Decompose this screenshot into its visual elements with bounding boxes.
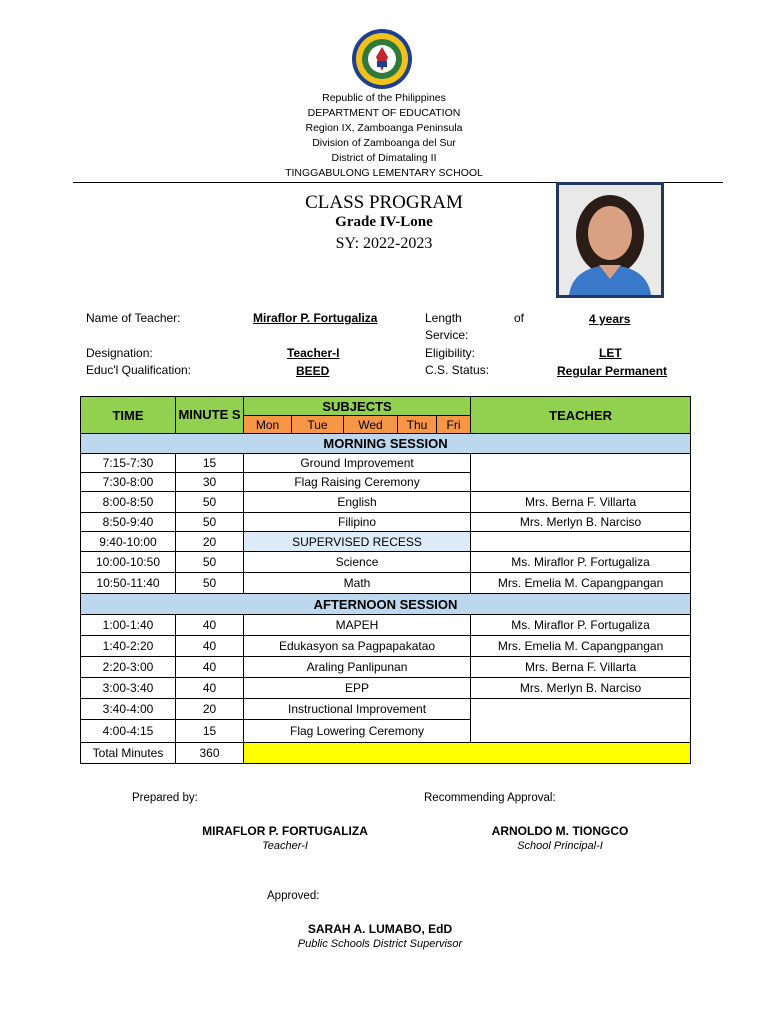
time-cell: 9:40-10:00: [81, 532, 176, 552]
teacher-cell: [471, 699, 691, 743]
table-row: [81, 615, 691, 636]
header-line-district: District of Dimataling II: [331, 152, 437, 164]
approved-label: Approved:: [267, 890, 320, 902]
subject-cell: English: [244, 492, 471, 513]
subject-cell: Edukasyon sa Pagpapakatao: [244, 636, 471, 657]
header-minutes: MINUTE S: [176, 397, 244, 434]
total-highlight: [244, 743, 691, 764]
cs-status-label: C.S. Status:: [425, 363, 490, 377]
time-cell: 10:00-10:50: [81, 552, 176, 573]
minutes-cell: 40: [176, 636, 244, 657]
subject-cell: Ground Improvement: [244, 454, 471, 473]
header-teacher: TEACHER: [471, 397, 691, 434]
subject-cell: Filipino: [244, 513, 471, 532]
subject-cell: MAPEH: [244, 615, 471, 636]
designation-label: Designation:: [86, 346, 153, 360]
subject-cell: Science: [244, 552, 471, 573]
minutes-cell: 50: [176, 492, 244, 513]
minutes-cell: 30: [176, 473, 244, 492]
teacher-name-value: Miraflor P. Fortugaliza: [253, 311, 378, 325]
recommending-label: Recommending Approval:: [424, 792, 556, 804]
time-cell: 7:15-7:30: [81, 454, 176, 473]
subject-cell: Math: [244, 573, 471, 594]
time-cell: 1:40-2:20: [81, 636, 176, 657]
morning-session-header: MORNING SESSION: [81, 434, 691, 454]
header-line-region: Region IX, Zamboanga Peninsula: [305, 122, 463, 134]
time-cell: 8:00-8:50: [81, 492, 176, 513]
time-cell: 3:00-3:40: [81, 678, 176, 699]
header-time: TIME: [81, 397, 176, 434]
deped-seal-icon: [351, 28, 413, 90]
designation-value: Teacher-I: [287, 346, 340, 360]
afternoon-session-header: AFTERNOON SESSION: [81, 594, 691, 615]
minutes-cell: 40: [176, 678, 244, 699]
teacher-cell: Mrs. Emelia M. Capangpangan: [471, 636, 691, 657]
minutes-cell: 50: [176, 513, 244, 532]
prepared-by-label: Prepared by:: [132, 792, 198, 804]
length-of-service-label-2: Service:: [425, 328, 469, 342]
time-cell: 8:50-9:40: [81, 513, 176, 532]
minutes-cell: 50: [176, 573, 244, 594]
length-of-service-label: Length: [425, 311, 462, 325]
time-cell: 7:30-8:00: [81, 473, 176, 492]
eligibility-value: LET: [599, 346, 622, 360]
table-row: [81, 552, 691, 573]
cs-status-value: Regular Permanent: [557, 364, 668, 378]
teacher-cell: Ms. Miraflor P. Fortugaliza: [471, 615, 691, 636]
header-line-school: TINGGABULONG LEMENTARY SCHOOL: [285, 167, 483, 179]
subject-cell: EPP: [244, 678, 471, 699]
time-cell: 3:40-4:00: [81, 699, 176, 720]
teacher-cell: Mrs. Berna F. Villarta: [471, 657, 691, 678]
header-line-deped: DEPARTMENT OF EDUCATION: [307, 107, 461, 119]
header-line-republic: Republic of the Philippines: [322, 92, 446, 104]
day-mon: Mon: [244, 416, 292, 434]
length-of-service-label-of: of: [514, 311, 525, 325]
day-tue: Tue: [292, 416, 344, 434]
teacher-photo: [556, 182, 664, 298]
minutes-cell: 40: [176, 615, 244, 636]
teacher-name-label: Name of Teacher:: [86, 311, 181, 325]
recommending-title: School Principal-I: [517, 840, 603, 852]
day-wed: Wed: [344, 416, 398, 434]
table-row: [81, 678, 691, 699]
minutes-cell: 20: [176, 699, 244, 720]
subject-cell: Araling Panlipunan: [244, 657, 471, 678]
educ-qualification-label: Educ'l Qualification:: [86, 363, 192, 377]
total-minutes-value: 360: [176, 743, 244, 764]
table-row: [81, 573, 691, 594]
header-line-division: Division of Zamboanga del Sur: [312, 137, 456, 149]
class-program-table: [80, 396, 691, 764]
minutes-cell: 15: [176, 454, 244, 473]
prepared-by-name: MIRAFLOR P. FORTUGALIZA: [202, 824, 368, 838]
minutes-cell: 15: [176, 720, 244, 743]
table-row: [81, 454, 691, 473]
teacher-cell: [471, 532, 691, 552]
length-of-service-value: 4 years: [589, 312, 631, 326]
table-row: [81, 699, 691, 720]
time-cell: 2:20-3:00: [81, 657, 176, 678]
minutes-cell: 40: [176, 657, 244, 678]
teacher-cell: Mrs. Merlyn B. Narciso: [471, 513, 691, 532]
teacher-cell: Mrs. Berna F. Villarta: [471, 492, 691, 513]
teacher-cell: Mrs. Merlyn B. Narciso: [471, 678, 691, 699]
header-subjects: SUBJECTS: [244, 397, 471, 416]
table-row: [81, 636, 691, 657]
grade-title: Grade IV-Lone: [335, 214, 433, 230]
approved-name: SARAH A. LUMABO, EdD: [307, 922, 453, 936]
page-title: CLASS PROGRAM: [305, 192, 463, 213]
teacher-cell: Mrs. Emelia M. Capangpangan: [471, 573, 691, 594]
time-cell: 10:50-11:40: [81, 573, 176, 594]
subject-cell: Flag Raising Ceremony: [244, 473, 471, 492]
teacher-cell: Ms. Miraflor P. Fortugaliza: [471, 552, 691, 573]
subject-cell: SUPERVISED RECESS: [244, 532, 471, 552]
educ-qualification-value: BEED: [296, 364, 330, 378]
minutes-cell: 20: [176, 532, 244, 552]
table-row: [81, 657, 691, 678]
teacher-cell: [471, 454, 691, 492]
subject-cell: Flag Lowering Ceremony: [244, 720, 471, 743]
time-cell: 4:00-4:15: [81, 720, 176, 743]
school-year: SY: 2022-2023: [335, 235, 433, 252]
minutes-cell: 50: [176, 552, 244, 573]
table-row: [81, 532, 691, 552]
day-thu: Thu: [398, 416, 437, 434]
approved-title: Public Schools District Supervisor: [297, 938, 463, 950]
time-cell: 1:00-1:40: [81, 615, 176, 636]
prepared-by-title: Teacher-I: [262, 840, 308, 852]
total-minutes-label: Total Minutes: [81, 743, 176, 764]
eligibility-label: Eligibility:: [425, 346, 476, 360]
subject-cell: Instructional Improvement: [244, 699, 471, 720]
table-row: [81, 492, 691, 513]
recommending-name: ARNOLDO M. TIONGCO: [491, 824, 629, 838]
day-fri: Fri: [437, 416, 471, 434]
table-row: [81, 513, 691, 532]
